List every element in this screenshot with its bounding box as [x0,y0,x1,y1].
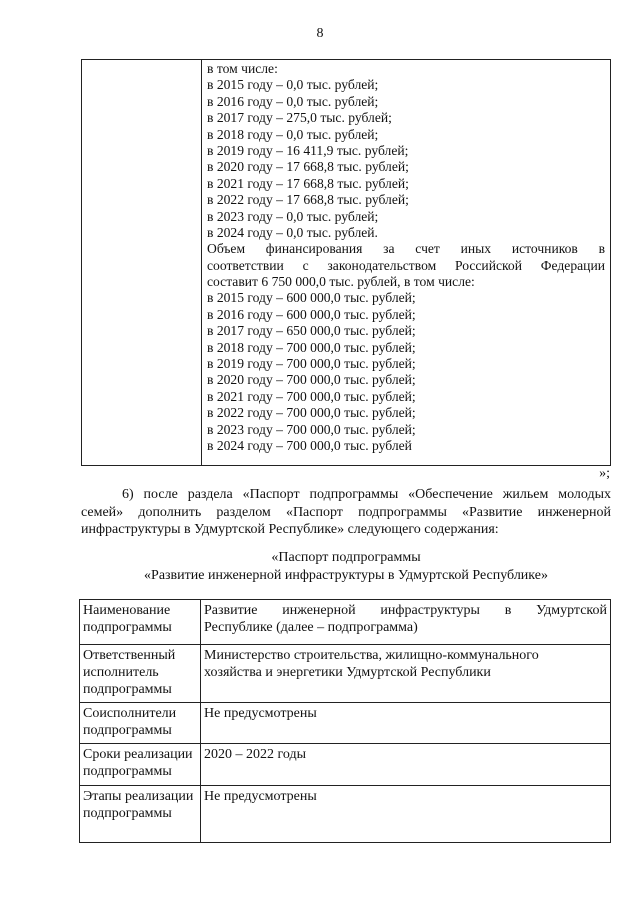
row-label: Наименование подпрограммы [80,600,201,645]
funding-line: в 2017 году – 650 000,0 тыс. рублей; [207,323,416,339]
funding-line: в 2021 году – 700 000,0 тыс. рублей; [207,388,416,404]
funding-line: в 2017 году – 275,0 тыс. рублей; [207,110,392,126]
passport-title-line2: «Развитие инженерной инфраструктуры в Удмуртской Республике» [144,568,548,583]
row-value [201,645,611,703]
row-value [201,703,611,744]
page-number: 8 [316,26,324,41]
row-value-line: Республике (далее – подпрограмма) [204,620,418,635]
funding-table-continuation [81,59,611,466]
closing-quote: »; [599,466,610,481]
table-row [80,786,611,843]
table-row [80,600,611,645]
funding-line: в 2024 году – 700 000,0 тыс. рублей [207,437,412,453]
funding-line: составит 6 750 000,0 тыс. рублей, в том числе: [207,274,475,290]
table-row [80,744,611,786]
funding-line: в 2019 году – 16 411,9 тыс. рублей; [207,142,409,158]
funding-line: в 2015 году – 600 000,0 тыс. рублей; [207,290,416,306]
funding-line: в 2015 году – 0,0 тыс. рублей; [207,77,379,93]
row-value-line: Не предусмотрены [204,706,317,721]
row-value [201,744,611,786]
row-value-line: Не предусмотрены [204,789,317,804]
funding-line: в 2018 году – 700 000,0 тыс. рублей; [207,339,416,355]
amendment-paragraph [81,486,611,539]
funding-line: в том числе: [207,61,278,76]
funding-cell [207,61,605,454]
funding-line: в 2021 году – 17 668,8 тыс. рублей; [207,175,409,191]
funding-line: в 2023 году – 0,0 тыс. рублей; [207,208,379,224]
row-label: Соисполнители подпрограммы [80,703,201,744]
row-label: Сроки реализации подпрограммы [80,744,201,786]
table-row [80,703,611,744]
funding-line: в 2019 году – 700 000,0 тыс. рублей; [207,356,416,372]
table-column-divider [201,60,202,465]
table-row [80,645,611,703]
passport-table [79,599,611,843]
row-value-line: Развитие инженерной инфраструктуры в Удмуртской [204,603,607,618]
paragraph-line: семей» дополнить разделом «Паспорт подпрограммы «Развитие инженерной [81,504,611,520]
funding-line: Объем финансирования за счет иных источников в [207,241,605,257]
funding-line: в 2024 году – 0,0 тыс. рублей. [207,224,378,240]
row-value-line: 2020 – 2022 годы [204,747,307,762]
row-value [201,600,611,645]
funding-line: в 2018 году – 0,0 тыс. рублей; [207,126,379,142]
paragraph-line: 6) после раздела «Паспорт подпрограммы «Обеспечение жильем молодых [122,487,611,502]
funding-line: соответствии с законодательством Российской Федерации [207,257,605,273]
row-label: Этапы реализации подпрограммы [80,786,201,843]
funding-line: в 2020 году – 700 000,0 тыс. рублей; [207,372,416,388]
passport-title-line1: «Паспорт подпрограммы [271,550,421,565]
row-value-line: хозяйства и энергетики Удмуртской Республики [204,665,491,680]
funding-line: в 2022 году – 700 000,0 тыс. рублей; [207,405,416,421]
paragraph-line: инфраструктуры в Удмуртской Республике» следующего содержания: [81,522,499,537]
funding-line: в 2023 году – 700 000,0 тыс. рублей; [207,421,416,437]
funding-line: в 2016 году – 600 000,0 тыс. рублей; [207,306,416,322]
row-value-line: Министерство строительства, жилищно-коммунального [204,648,539,663]
row-value [201,786,611,843]
funding-line: в 2016 году – 0,0 тыс. рублей; [207,93,379,109]
funding-line: в 2020 году – 17 668,8 тыс. рублей; [207,159,409,175]
row-label: Ответственный исполнитель подпрограммы [80,645,201,703]
funding-line: в 2022 году – 17 668,8 тыс. рублей; [207,192,409,208]
